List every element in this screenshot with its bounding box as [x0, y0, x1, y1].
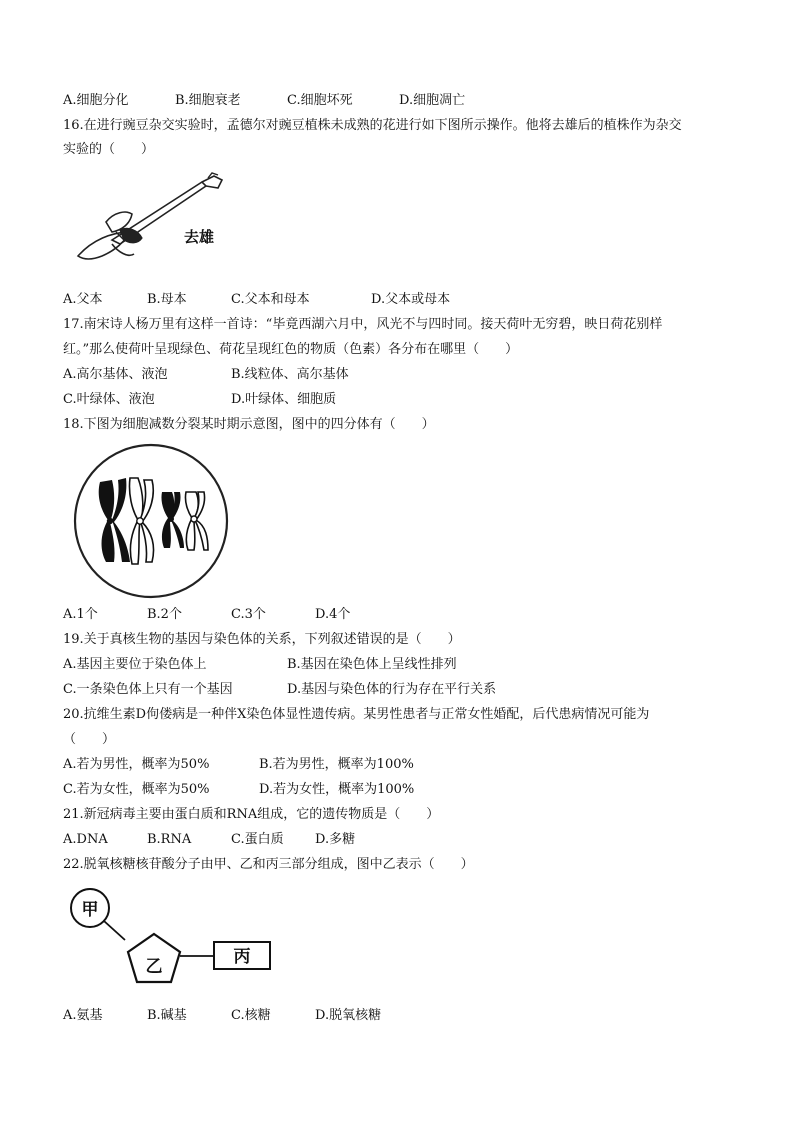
nucleotide-structure-figure: [68, 886, 278, 998]
q20-option-b: B.若为男性，概率为100%: [259, 757, 414, 772]
q15-option-a: A.细胞分化: [63, 93, 129, 108]
q20-option-c: C.若为女性，概率为50%: [63, 782, 210, 797]
q22-option-b: B.碱基: [147, 1008, 187, 1023]
q20-stem-line1: 20.抗维生素D佝偻病是一种伴X染色体显性遗传病。某男性患者与正常女性婚配，后代患病情况可能为: [63, 707, 650, 722]
figure-label-qu-xiong: 去雄: [184, 228, 215, 246]
q16-stem-line1: 16.在进行豌豆杂交实验时，孟德尔对豌豆植株未成熟的花进行如下图所示操作。他将去雄后的植株作为杂交: [63, 118, 682, 133]
q18-stem: 18.下图为细胞减数分裂某时期示意图，图中的四分体有（ ）: [63, 417, 435, 432]
tetrad-small: [161, 492, 208, 550]
label-yi: 乙: [145, 957, 163, 977]
q22-option-a: A.氨基: [63, 1008, 103, 1023]
q22-stem: 22.脱氧核糖核苷酸分子由甲、乙和丙三部分组成，图中乙表示（ ）: [63, 857, 474, 872]
q19-option-a: A.基因主要位于染色体上: [63, 657, 207, 672]
q16-option-a: A.父本: [63, 292, 103, 307]
q17-stem-line2: 红。”那么使荷叶呈现绿色、荷花呈现红色的物质（色素）各分布在哪里（ ）: [63, 342, 519, 357]
q21-option-b: B.RNA: [147, 832, 192, 847]
q15-option-c: C.细胞坏死: [287, 93, 353, 108]
q19-option-c: C.一条染色体上只有一个基因: [63, 682, 233, 697]
q21-option-a: A.DNA: [63, 832, 108, 847]
q18-option-a: A.1个: [63, 607, 98, 622]
q17-option-a: A.高尔基体、液泡: [63, 367, 168, 382]
q19-option-d: D.基因与染色体的行为存在平行关系: [287, 682, 497, 697]
q16-option-c: C.父本和母本: [231, 292, 310, 307]
q19-option-b: B.基因在染色体上呈线性排列: [287, 657, 457, 672]
q15-option-b: B.细胞衰老: [175, 93, 241, 108]
q21-option-d: D.多糖: [315, 832, 356, 847]
label-bing: 丙: [233, 947, 251, 967]
q17-option-b: B.线粒体、高尔基体: [231, 367, 349, 382]
q18-option-b: B.2个: [147, 607, 182, 622]
q22-option-d: D.脱氧核糖: [315, 1008, 382, 1023]
q20-option-d: D.若为女性，概率为100%: [259, 782, 415, 797]
q16-stem-line2: 实验的（ ）: [63, 142, 155, 157]
q18-option-c: C.3个: [231, 607, 266, 622]
q19-stem: 19.关于真核生物的基因与染色体的关系，下列叙述错误的是（ ）: [63, 632, 461, 647]
q17-option-d: D.叶绿体、细胞质: [231, 392, 337, 407]
q21-option-c: C.蛋白质: [231, 832, 284, 847]
q21-stem: 21.新冠病毒主要由蛋白质和RNA组成，它的遗传物质是（ ）: [63, 807, 440, 822]
q16-option-d: D.父本或母本: [371, 292, 451, 307]
tetrad-large: [99, 478, 154, 564]
q20-stem-line2: （ ）: [63, 732, 116, 747]
q22-option-c: C.核糖: [231, 1008, 271, 1023]
label-jia: 甲: [81, 900, 99, 920]
q18-option-d: D.4个: [315, 607, 351, 622]
q20-option-a: A.若为男性，概率为50%: [63, 757, 210, 772]
q15-option-d: D.细胞凋亡: [399, 93, 466, 108]
q17-stem-line1: 17.南宋诗人杨万里有这样一首诗：“毕竟西湖六月中，风光不与四时同。接天荷叶无穷碧，映日荷花别样: [63, 317, 663, 332]
q17-option-c: C.叶绿体、液泡: [63, 392, 155, 407]
q16-option-b: B.母本: [147, 292, 187, 307]
meiosis-cell-figure: [72, 442, 230, 600]
emasculation-flower-figure: [72, 170, 242, 270]
